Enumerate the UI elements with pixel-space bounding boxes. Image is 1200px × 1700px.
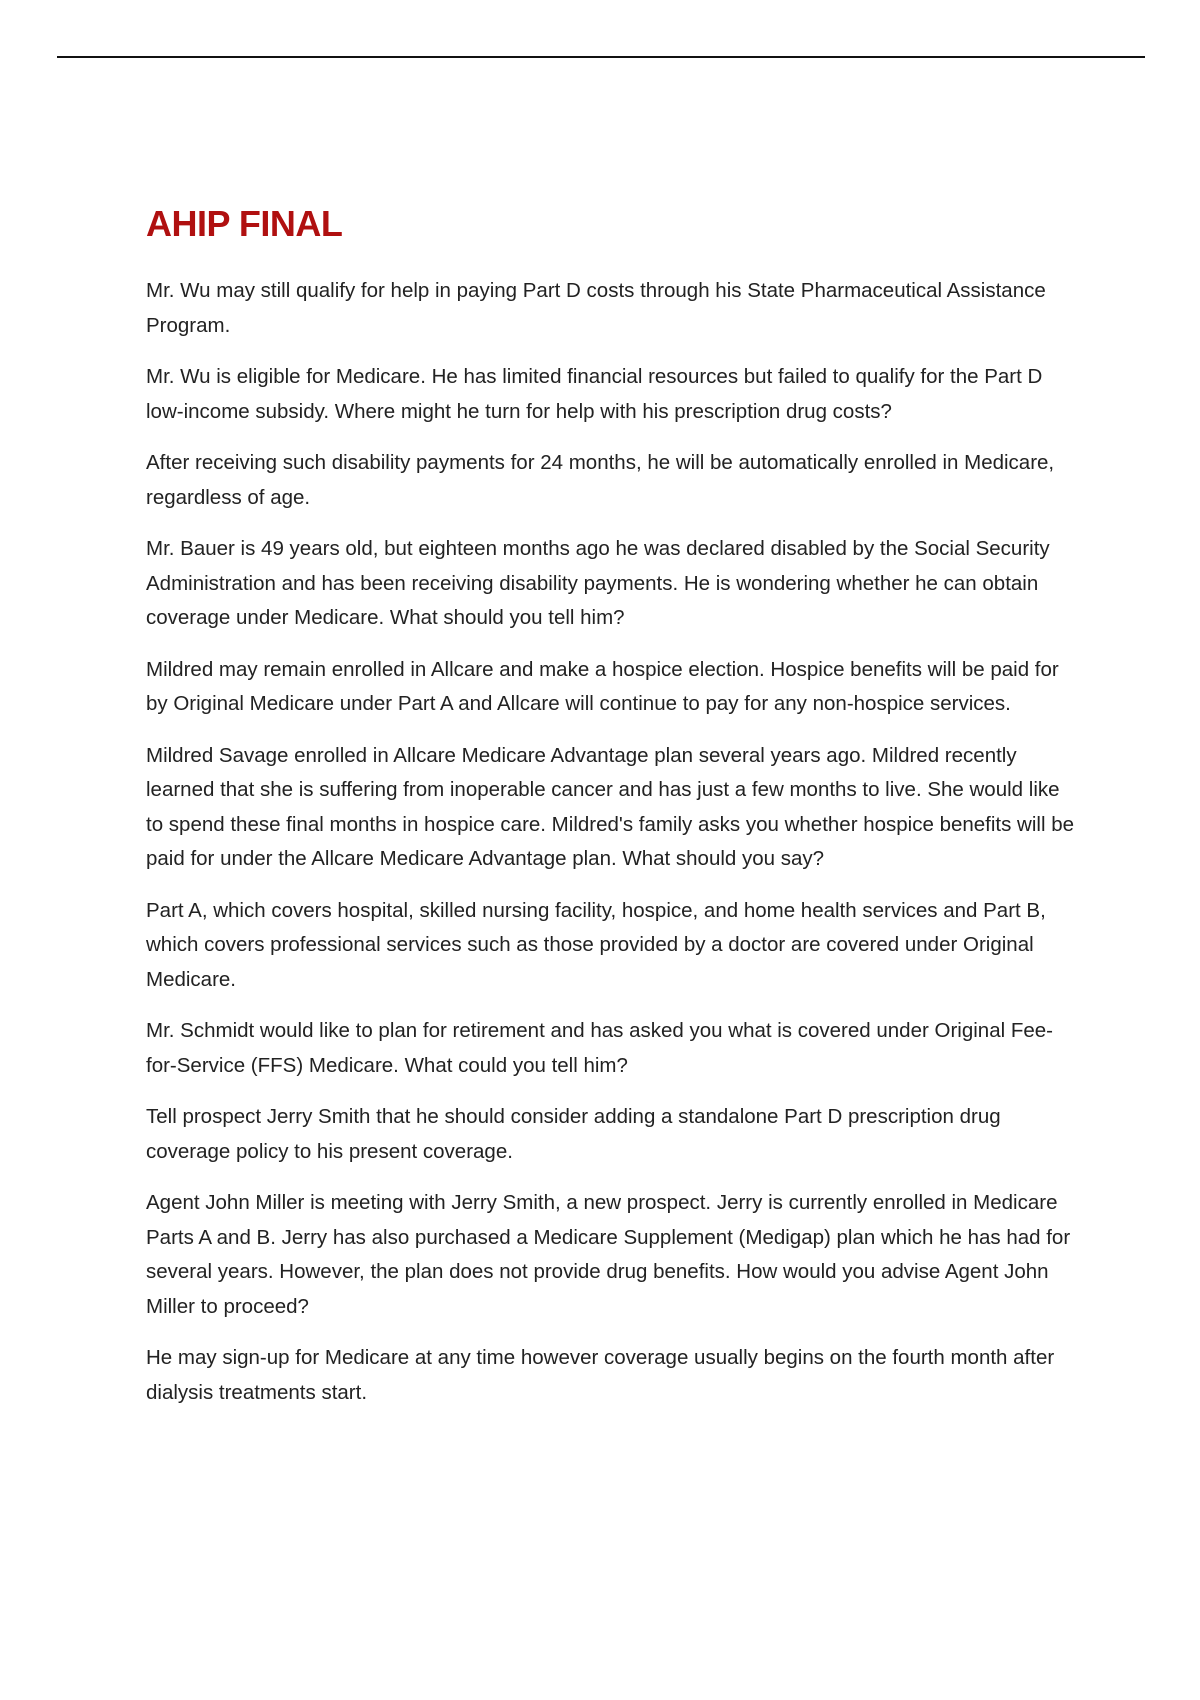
paragraph-6: Mildred Savage enrolled in Allcare Medicare Advantage plan several years ago. Mildred recently learned that she is suffering from inoperable cancer and has just a few months to live. She would like to spend these final months in hospice care. Mildred's family asks you whether hospice benefits will be paid for under the Allcare Medicare Advantage plan. What should you say? [146, 743, 1075, 870]
paragraph-4: Mr. Bauer is 49 years old, but eighteen months ago he was declared disabled by the Social Security Administration and has been receiving disability payments. He is wondering whether he can obtain coverage under Medicare. What should you tell him? [146, 537, 1050, 629]
paragraph-8: Mr. Schmidt would like to plan for retirement and has asked you what is covered under Original Fee-for-Service (FFS) Medicare. What could you tell him? [146, 1019, 1053, 1077]
paragraph-3: After receiving such disability payments for 24 months, he will be automatically enrolled in Medicare, regardless of age. [146, 451, 1055, 509]
document-title: AHIP FINAL [146, 203, 343, 244]
paragraph-9: Tell prospect Jerry Smith that he should consider adding a standalone Part D prescription drug coverage policy to his present coverage. [146, 1105, 1001, 1163]
paragraph-7: Part A, which covers hospital, skilled nursing facility, hospice, and home health services and Part B, which covers professional services such as those provided by a doctor are covered under Original Medicare. [146, 898, 1046, 991]
paragraph-1: Mr. Wu may still qualify for help in paying Part D costs through his State Pharmaceutical Assistance Program. [146, 279, 1046, 337]
paragraph-10: Agent John Miller is meeting with Jerry Smith, a new prospect. Jerry is currently enrolled in Medicare Parts A and B. Jerry has also purchased a Medicare Supplement (Medigap) plan which he has had for several years. However, the plan does not provide drug benefits. How would you advise Agent John Miller to proceed? [146, 1191, 1071, 1318]
header-rule [57, 56, 1145, 58]
paragraph-11: He may sign-up for Medicare at any time however coverage usually begins on the fourth month after dialysis treatments start. [146, 1346, 1055, 1404]
document-body [146, 200, 1076, 1427]
paragraph-5: Mildred may remain enrolled in Allcare and make a hospice election. Hospice benefits will be paid for by Original Medicare under Part A and Allcare will continue to pay for any non-hospice services. [146, 657, 1059, 715]
paragraph-2: Mr. Wu is eligible for Medicare. He has limited financial resources but failed to qualify for the Part D low-income subsidy. Where might he turn for help with his prescription drug costs? [146, 365, 1043, 423]
